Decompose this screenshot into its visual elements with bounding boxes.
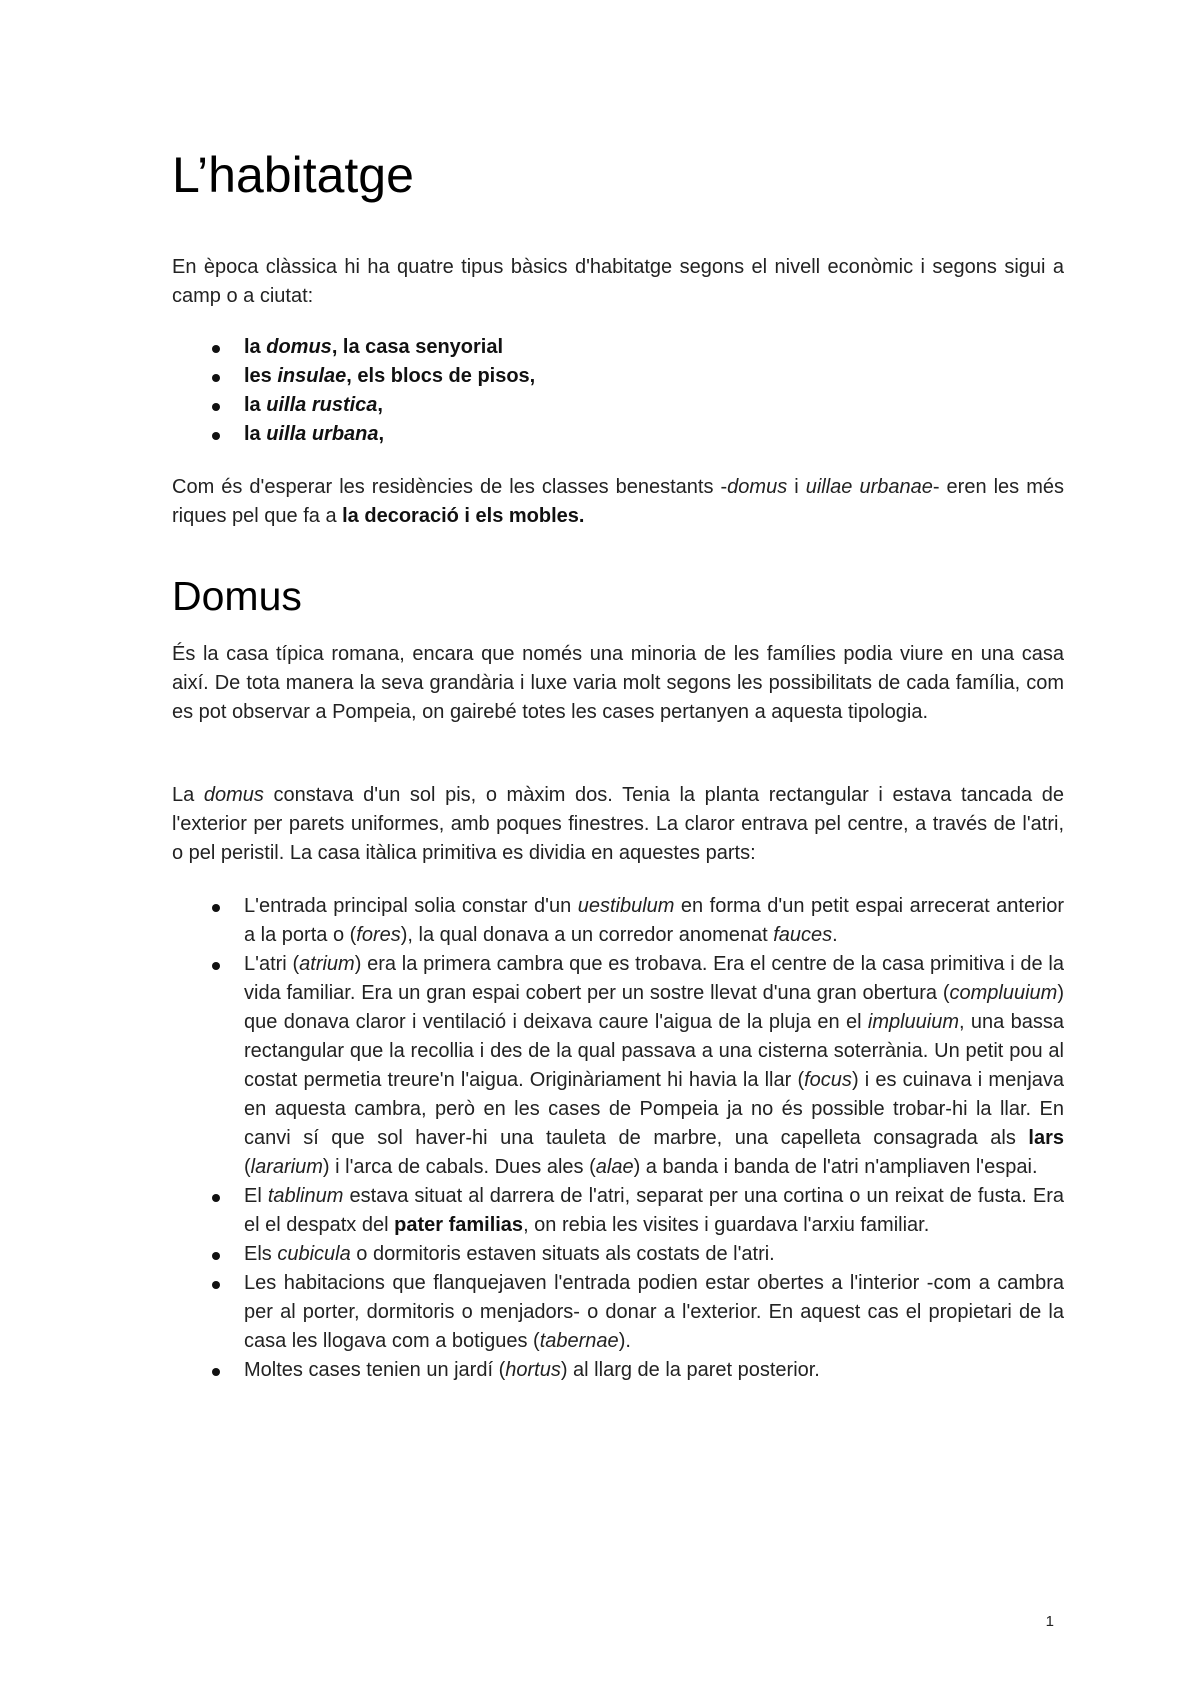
list-item-uilla-urbana: la uilla urbana,: [172, 420, 1064, 449]
domus-paragraph-2: La domus constava d'un sol pis, o màxim dos. Tenia la planta rectangular i estava tancada de l'exterior per parets uniformes, amb poques finestres. La claror entrava pel centre, a través de l'atri, o pel peristil. La casa itàlica primitiva es dividia en aquestes parts:: [172, 784, 1064, 864]
list-item-tablinum: El tablinum estava situat al darrera de l'atri, separat per una cortina o un reixat de fusta. Era el el despatx del pater familias, on rebia les visites i guardava l'arxiu familiar.: [172, 1182, 1064, 1240]
list-item-hortus: Moltes cases tenien un jardí (hortus) al llarg de la paret posterior.: [172, 1356, 1064, 1385]
house-parts-list: [172, 892, 1064, 1385]
page-number: 1: [1045, 1613, 1054, 1630]
page-title: L’habitatge: [172, 147, 414, 203]
list-item-cubicula: Els cubicula o dormitoris estaven situats als costats de l'atri.: [172, 1240, 1064, 1269]
domus-paragraph-1: És la casa típica romana, encara que només una minoria de les famílies podia viure en una casa així. De tota manera la seva grandària i luxe varia molt segons les possibilitats de cada família, com es pot observar a Pompeia, on gairebé totes les cases pertanyen a aquesta tipologia.: [172, 643, 1064, 723]
list-item-uilla-rustica: la uilla rustica,: [172, 391, 1064, 420]
list-item-insulae: les insulae, els blocs de pisos,: [172, 362, 1064, 391]
list-item-atri: L'atri (atrium) era la primera cambra que es trobava. Era el centre de la casa primitiva i de la vida familiar. Era un gran espai cobert per un sostre llevat d'una gran obertura (compluuium) que donava claror i ventilació i deixava caure l'aigua de la pluja en el impluuium, una bassa rectangular que la recollia i des de la qual passava a una cisterna soterrània. Un petit pou al costat permetia treure'n l'aigua. Originàriament hi havia la llar (focus) i es cuinava i menjava en aquesta cambra, però en les cases de Pompeia ja no és possible trobar-hi la llar. En canvi sí que sol haver-hi una tauleta de marbre, una capelleta consagrada als lars (lararium) i l'arca de cabals. Dues ales (alae) a banda i banda de l'atri n'ampliaven l'espai.: [172, 950, 1064, 1182]
list-item-habitacions: Les habitacions que flanquejaven l'entrada podien estar obertes a l'interior -com a cambra per al porter, dormitoris o menjadors- o donar a l'exterior. En aquest cas el propietari de la casa les llogava com a botigues (tabernae).: [172, 1269, 1064, 1356]
summary-paragraph: Com és d'esperar les residències de les classes benestants -domus i uillae urbanae- eren les més riques pel que fa a la decoració i els mobles.: [172, 476, 1065, 527]
intro-paragraph: En època clàssica hi ha quatre tipus bàsics d'habitatge segons el nivell econòmic i segons sigui a camp o a ciutat:: [172, 256, 1064, 307]
list-item-entrada: L'entrada principal solia constar d'un uestibulum en forma d'un petit espai arrecerat anterior a la porta o (fores), la qual donava a un corredor anomenat fauces.: [172, 892, 1064, 950]
housing-types-list: [172, 333, 1064, 449]
section-heading-domus: Domus: [172, 573, 302, 619]
document-page: [172, 0, 1064, 1697]
list-item-domus: la domus, la casa senyorial: [172, 333, 1064, 362]
